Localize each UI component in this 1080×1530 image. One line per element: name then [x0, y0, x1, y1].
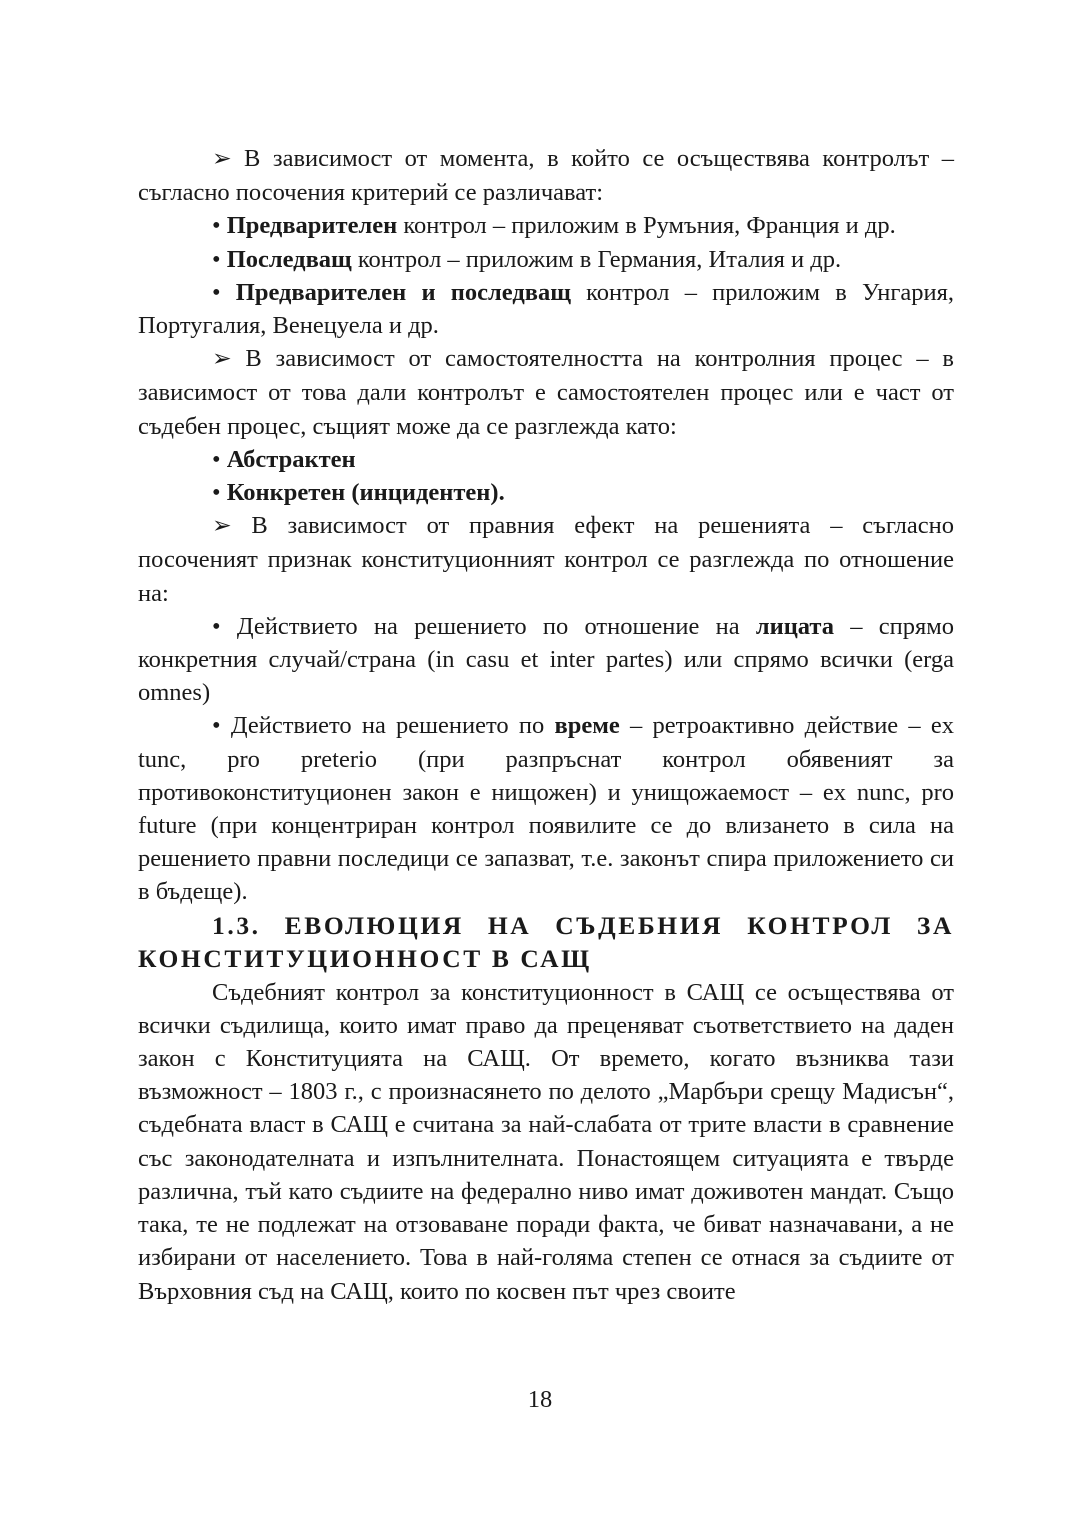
arrow-bullet-icon: ➢ — [212, 346, 232, 373]
arrow-bullet-icon: ➢ — [212, 146, 232, 172]
criterion-legal-effect: ➢ В зависимост от правния ефект на решенията – съгласно посоченият признак конституционният контрол се разглежда по отношение на: — [138, 512, 954, 607]
list-item: • Абстрактен — [212, 445, 356, 473]
list-item: • Действието на решението по време – ретроактивно действие – ex tunc, pro preterio (при разпръснат контрол обявеният за противоконституционен закон е нищожен) и унищожаемост – ex nunc, pro future (при концентриран контрол появилите се до влизането в сила на решението правни последици се запазват, т.е. законът спира прилoжението си в бъдеще). — [138, 712, 955, 906]
list-item: • Конкретен (инцидентен). — [212, 479, 505, 507]
criterion-independence: ➢ В зависимост от самостоятелността на контролния процес – в зависимост от това дали контролът е самостоятелен процес или е част от съдебен процес, същият може да се разглежда като: — [138, 345, 954, 440]
section-heading: 1.3. ЕВОЛЮЦИЯ НА СЪДЕБНИЯ КОНТРОЛ ЗА КОНСТИТУЦИОННОСТ В САЩ — [138, 910, 954, 974]
page-number: 18 — [527, 1386, 553, 1413]
arrow-bullet-icon: ➢ — [212, 513, 232, 540]
list-item: • Предварителен и последващ контрол – приложим в Унгария, Португалия, Венецуела и др. — [138, 278, 954, 340]
body-paragraph: Съдебният контрол за конституционност в САЩ се осъществява от всички съдилища, които имат право да преценяват съответствието на даден закон с Конституцията на САЩ. От времето, когато възниква тази възможност – 1803 г., с произнасянето по делото „Марбъри срещу Мадисън“, съдебната власт в САЩ е считана за най-слабата от трите власти в сравнение със законодателната и изпълнителната. Понастоящем ситуацията е твърде различна, тъй като съдиите на федерално ниво имат доживотен мандат. Също така, те не подлежат на отзоваване поради факта, че биват назначавани, а не избирани от населението. Това в най-голяма степен се отнася за съдиите от Върховния съд на САЩ, които по косвен път чрез своите — [138, 978, 954, 1305]
list-item: • Предварителен контрол – приложим в Румъния, Франция и др. — [212, 212, 896, 240]
list-item: • Действието на решението по отношение на лицата – спрямо конкретния случай/страна (in casu et inter partes) или спрямо всички (erga omnes) — [138, 612, 955, 707]
page-text — [138, 142, 954, 1308]
criterion-moment: ➢ В зависимост от момента, в който се осъществява контролът – съгласно посочения критерий се различават: — [138, 145, 954, 207]
list-item: • Последващ контрол – приложим в Германия, Италия и др. — [212, 245, 842, 273]
